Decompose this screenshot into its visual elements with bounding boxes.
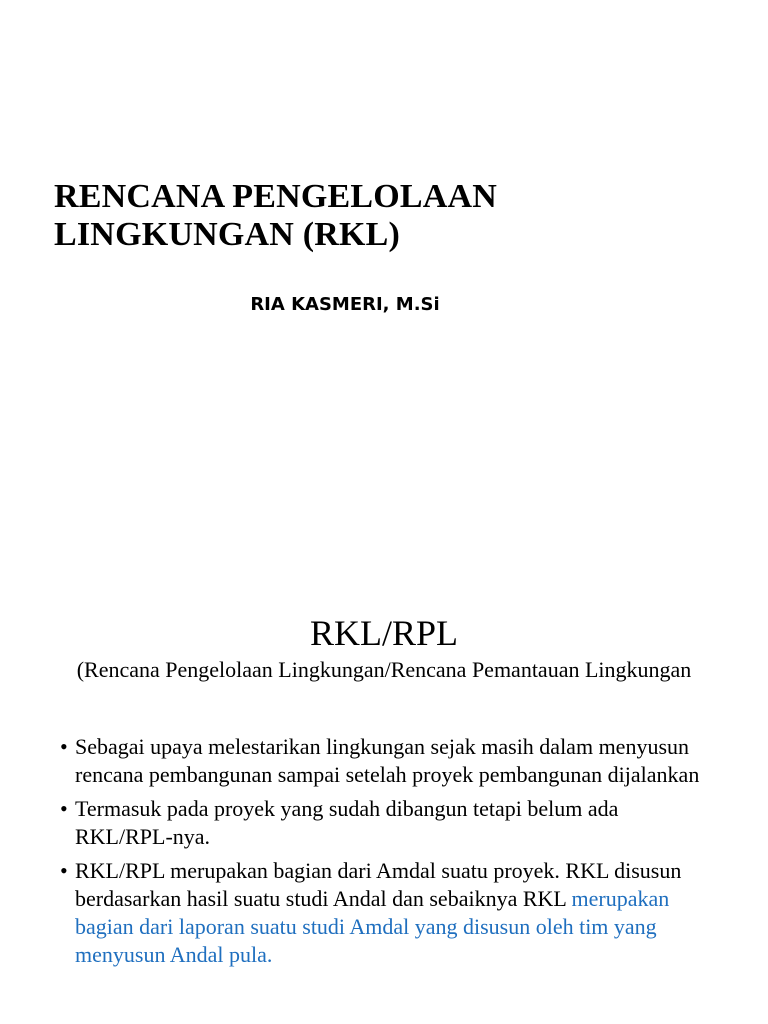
- slide-rkl-rpl: [0, 512, 768, 1024]
- bullet-item: [60, 733, 720, 789]
- bullet-text: Termasuk pada proyek yang sudah dibangun tetapi belum ada RKL/RPL-nya.: [75, 796, 619, 849]
- slide-title-heading: [54, 178, 714, 254]
- bullet-icon: •: [60, 858, 68, 883]
- bullet-item: [60, 857, 720, 969]
- slide-subheading: (Rencana Pengelolaan Lingkungan/Rencana Pemantauan Lingkungan: [76, 657, 692, 682]
- title-line-1: RENCANA PENGELOLAAN: [54, 178, 498, 215]
- bullet-icon: •: [60, 796, 68, 821]
- bullet-item: [60, 795, 720, 851]
- bullet-icon: •: [60, 734, 68, 759]
- bullet-highlight-text: merupakan bagian dari laporan suatu studi Amdal yang disusun oleh tim yang menyusun Andal pula.: [75, 886, 670, 967]
- author-name: RIA KASMERI, M.Si: [250, 294, 440, 315]
- bullet-text: RKL/RPL merupakan bagian dari Amdal suatu proyek. RKL disusun berdasarkan hasil suatu studi Andal dan sebaiknya RKL: [75, 858, 682, 911]
- slide-heading: RKL/RPL: [309, 613, 459, 653]
- title-line-2: LINGKUNGAN (RKL): [54, 216, 401, 253]
- bullet-list: [60, 733, 720, 975]
- bullet-text: Sebagai upaya melestarikan lingkungan sejak masih dalam menyusun rencana pembangunan sampai setelah proyek pembangunan dijalankan: [75, 734, 700, 787]
